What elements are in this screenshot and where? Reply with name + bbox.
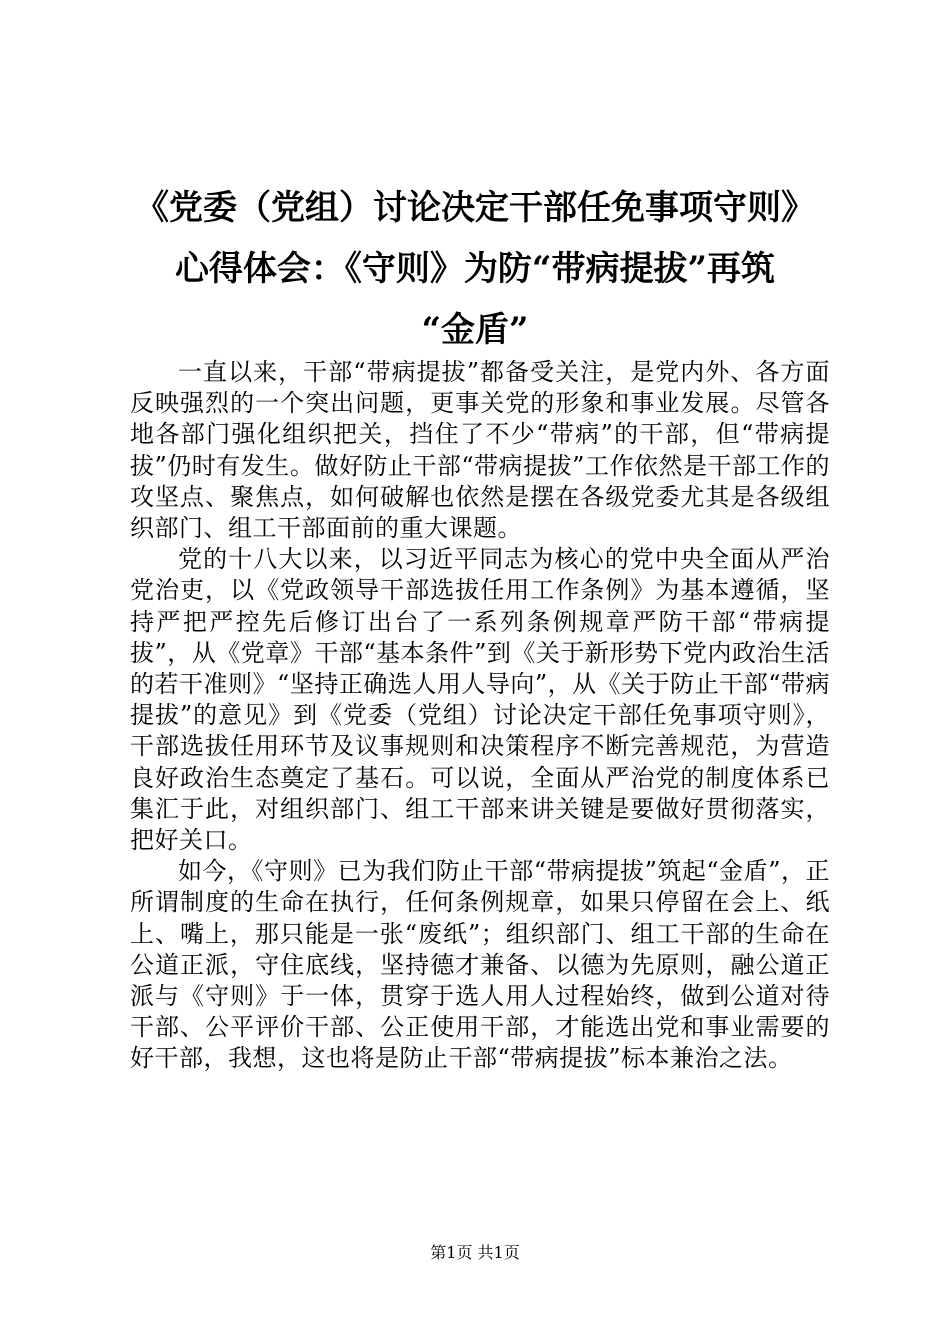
body-paragraph: 党的十八大以来，以习近平同志为核心的党中央全面从严治党治吏，以《党政领导干部选拔任用工作条例》为基本遵循，坚持严把严控先后修订出台了一系列条例规章严防干部“带病提拔”，从《党章》干部“基本条件”到《关于新形势下党内政治生活的若干准则》“坚持正确选人用人导向”，从《关于防止干部“带病提拔”的意见》到《党委（党组）讨论决定干部任免事项守则》，干部选拔任用环节及议事规则和决策程序不断完善规范，为营造良好政治生态奠定了基石。可以说，全面从严治党的制度体系已集汇于此，对组织部门、组工干部来讲关键是要做好贯彻落实，把好关口。	[130, 545, 830, 855]
title-line: “金盾”	[421, 310, 529, 350]
document-body	[130, 357, 830, 1075]
title-line: 心得体会：《守则》为防“带病提拔”再筑	[174, 249, 776, 289]
page-number-footer: 第1页 共1页	[430, 1243, 520, 1262]
title-line: 《党委（党组）讨论决定干部任免事项守则》	[135, 188, 815, 228]
body-paragraph: 一直以来，干部“带病提拔”都备受关注，是党内外、各方面反映强烈的一个突出问题，更事关党的形象和事业发展。尽管各地各部门强化组织把关，挡住了不少“带病”的干部，但“带病提拔”仍时有发生。做好防止干部“带病提拔”工作依然是干部工作的攻坚点、聚焦点，如何破解也依然是摆在各级党委尤其是各级组织部门、组工干部面前的重大课题。	[130, 358, 830, 543]
document-title	[120, 178, 830, 361]
body-paragraph: 如今，《守则》已为我们防止干部“带病提拔”筑起“金盾”，正所谓制度的生命在执行，任何条例规章，如果只停留在会上、纸上、嘴上，那只能是一张“废纸”；组织部门、组工干部的生命在公道正派，守住底线，坚持德才兼备、以德为先原则，融公道正派与《守则》于一体，贯穿于选人用人过程始终，做到公道对待干部、公平评价干部、公正使用干部，才能选出党和事业需要的好干部，我想，这也将是防止干部“带病提拔”标本兼治之法。	[130, 857, 830, 1073]
